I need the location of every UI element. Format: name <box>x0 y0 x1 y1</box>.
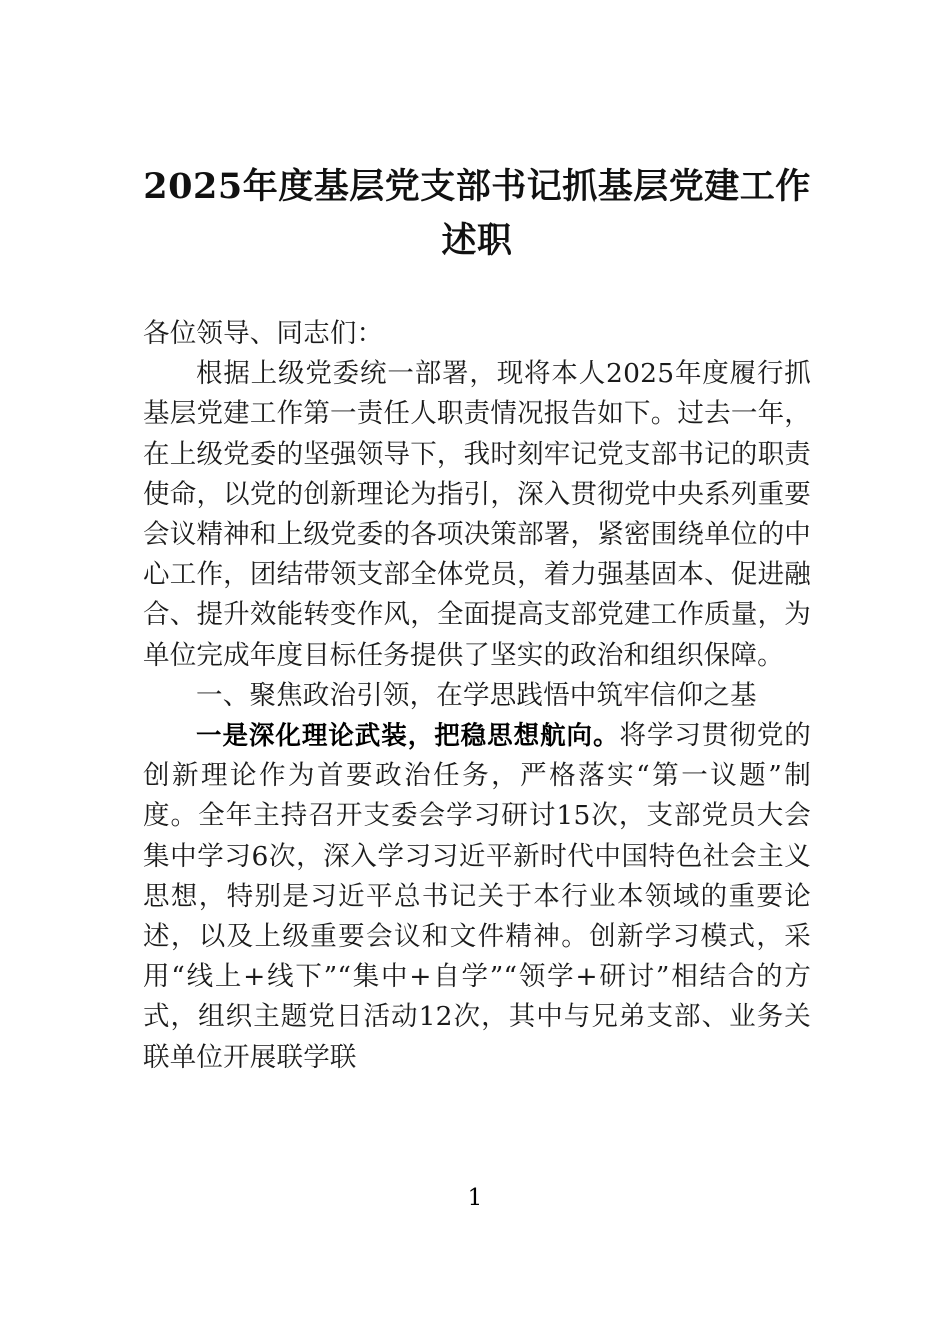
salutation-paragraph: 各位领导、同志们： <box>143 318 384 349</box>
section-1-paragraph <box>143 716 811 1078</box>
intro-paragraph: 根据上级党委统一部署，现将本人2025年度履行抓基层党建工作第一责任人职责情况报告如下。过去一年，在上级党委的坚强领导下，我时刻牢记党支部书记的职责使命，以党的创新理论为指引，深入贯彻党中央系列重要会议精神和上级党委的各项决策部署，紧密围绕单位的中心工作，团结带领支部全体党员，着力强基固本、促进融合、提升效能转变作风，全面提高支部党建工作质量，为单位完成年度目标任务提供了坚实的政治和组织保障。 <box>143 358 811 671</box>
section-1-lead: 一是深化理论武装，把稳思想航向。 <box>196 721 620 752</box>
document-body <box>143 314 811 1078</box>
section-1-body: 将学习贯彻党的创新理论作为首要政治任务，严格落实“第一议题”制度。全年主持召开支委会学习研讨15次，支部党员大会集中学习6次，深入学习习近平新时代中国特色社会主义思想，特别是习近平总书记关于本行业本领域的重要论述，以及上级重要会议和文件精神。创新学习模式，采用“线上+线下”“集中+自学”“领学+研讨”相结合的方式，组织主题党日活动12次，其中与兄弟支部、业务关联单位开展联学联 <box>143 720 812 1073</box>
page-number: 1 <box>467 1185 483 1211</box>
page-title-line-2: 述职 <box>441 220 513 261</box>
page-title <box>143 0 811 268</box>
page-content <box>143 0 811 1078</box>
page-title-line-1: 2025年度基层党支部书记抓基层党建工作 <box>143 166 811 207</box>
section-heading-1: 一、聚焦政治引领，在学思践悟中筑牢信仰之基 <box>196 679 757 711</box>
